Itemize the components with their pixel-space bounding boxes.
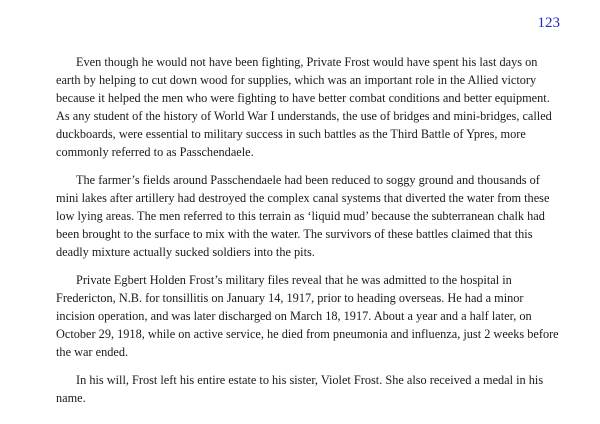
body-text <box>56 53 562 417</box>
paragraph-1: Even though he would not have been fighting, Private Frost would have spent his last days on earth by helping to cut down wood for supplies, which was an important role in the Allied victory because it helped the men who were fighting to have better combat conditions and better equipment. As any student of the history of World War I understands, the use of bridges and mini-bridges, called duckboards, were essential to military success in such battles as the Third Battle of Ypres, more commonly referred to as Passchendaele. <box>56 55 552 159</box>
page-number: 123 <box>537 15 560 31</box>
paragraph-4: In his will, Frost left his entire estate to his sister, Violet Frost. She also received a medal in his name. <box>56 373 544 405</box>
paragraph-3: Private Egbert Holden Frost’s military files reveal that he was admitted to the hospital in Fredericton, N.B. for tonsillitis on January 14, 1917, prior to heading overseas. He had a minor incision operation, and was later discharged on March 18, 1917. About a year and a half later, on October 29, 1918, while on active service, he died from pneumonia and influenza, just 2 weeks before the war ended. <box>56 273 559 359</box>
paragraph-2: The farmer’s fields around Passchendaele had been reduced to soggy ground and thousands of mini lakes after artillery had destroyed the complex canal systems that diverted the water from these low lying areas. The men referred to this terrain as ‘liquid mud’ because the subterranean chalk had been brought to the surface to mix with the water. The survivors of these battles claimed that this deadly mixture actually sucked soldiers into the pits. <box>56 173 550 259</box>
